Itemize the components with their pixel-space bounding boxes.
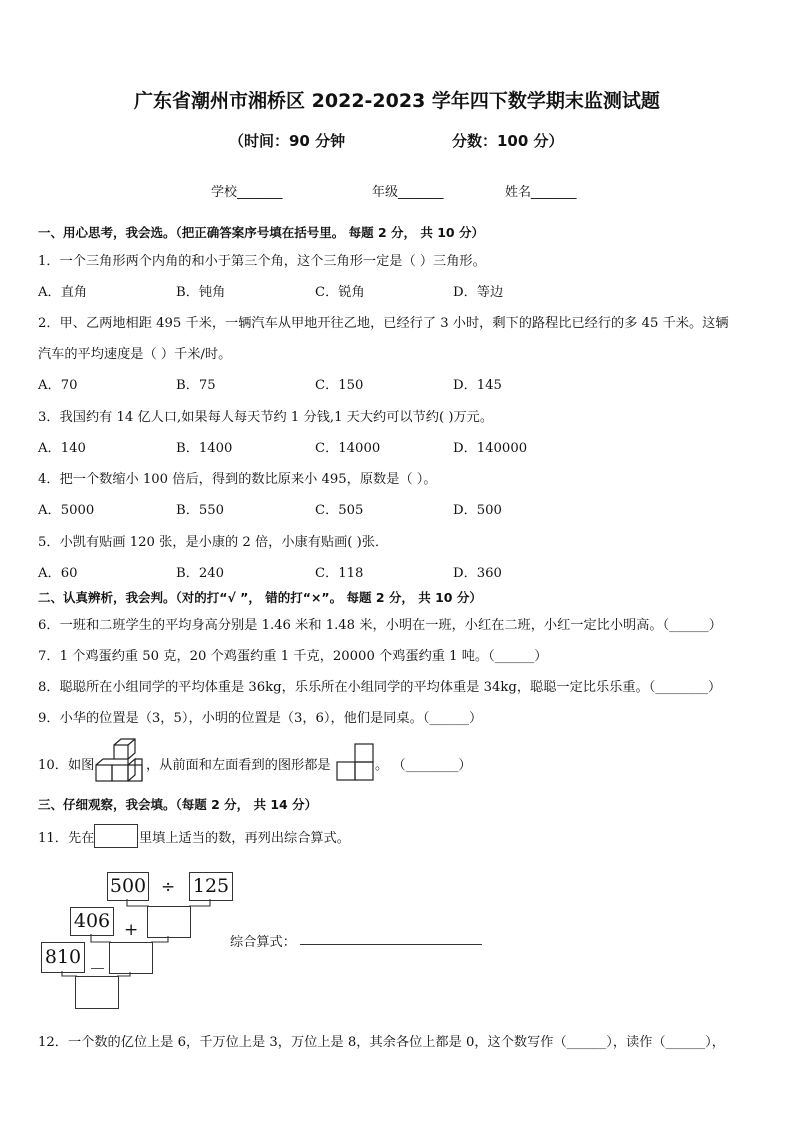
q2-option-b[interactable]: B．75: [176, 378, 216, 393]
q3-option-d[interactable]: D．140000: [453, 441, 528, 456]
number-box-125: 125: [189, 872, 233, 901]
question-1: 1．一个三角形两个内角的和小于第三个角，这个三角形一定是（ ）三角形。: [38, 254, 486, 269]
combined-formula-answer-line[interactable]: [300, 944, 482, 945]
question-8: 8．聪聪所在小组同学的平均体重是 36kg，乐乐所在小组同学的平均体重是 34kg，聪聪一定比乐乐重。（________）: [38, 680, 722, 695]
page-title: 广东省潮州市湘桥区 2022-2023 学年四下数学期末监测试题: [134, 90, 660, 112]
combined-formula-label: 综合算式：: [230, 935, 296, 950]
q5-option-b[interactable]: B．240: [176, 566, 225, 581]
number-box-810: 810: [41, 942, 85, 973]
number-box-406: 406: [70, 907, 114, 936]
number-box-500: 500: [107, 872, 149, 901]
plus-sign: +: [124, 920, 139, 940]
q3-option-c[interactable]: C．14000: [315, 441, 381, 456]
q2-option-d[interactable]: D．145: [453, 378, 502, 393]
q1-option-a[interactable]: A．直角: [38, 285, 88, 300]
question-2-line-2: 汽车的平均速度是（ ）千米/时。: [38, 347, 232, 362]
question-10-middle: ，从前面和左面看到的图形都是: [146, 758, 331, 773]
q4-option-d[interactable]: D．500: [453, 503, 502, 518]
q5-option-d[interactable]: D．360: [453, 566, 502, 581]
q4-option-a[interactable]: A．5000: [38, 503, 95, 518]
exam-score: 分数：100 分）: [452, 132, 564, 150]
question-7: 7．1 个鸡蛋约重 50 克，20 个鸡蛋约重 1 千克，20000 个鸡蛋约重 1 吨。（______）: [38, 649, 548, 664]
q2-option-a[interactable]: A．70: [38, 378, 78, 393]
question-4: 4．把一个数缩小 100 倍后，得到的数比原来小 495，原数是（ ）。: [38, 472, 437, 487]
q2-option-c[interactable]: C．150: [315, 378, 364, 393]
question-9: 9．小华的位置是（3，5），小明的位置是（3，6），他们是同桌。（______）: [38, 711, 483, 726]
section-1-heading: 一、用心思考，我会选。（把正确答案序号填在括号里。 每题 2 分， 共 10 分）: [38, 225, 484, 240]
question-10-prefix: 10．如图: [38, 758, 95, 773]
exam-time: （时间：90 分钟: [229, 132, 346, 150]
question-11-suffix: 里填上适当的数，再列出综合算式。: [139, 831, 350, 846]
question-12: 12．一个数的亿位上是 6，千万位上是 3，万位上是 8，其余各位上都是 0，这个数写作（______），读作（______），: [38, 1035, 725, 1050]
school-field[interactable]: 学校_______: [211, 185, 283, 200]
question-2-line-1: 2．甲、乙两地相距 495 千米，一辆汽车从甲地开往乙地，已经行了 3 小时，剩下的路程比已经行的多 45 千米。这辆: [38, 316, 729, 331]
q1-option-c[interactable]: C．锐角: [315, 285, 365, 300]
grade-field[interactable]: 年级_______: [372, 185, 444, 200]
question-5: 5．小凯有贴画 120 张，是小康的 2 倍，小康有贴画( )张．: [38, 535, 389, 550]
q1-option-b[interactable]: B．钝角: [176, 285, 226, 300]
question-10-suffix: 。 （________）: [375, 758, 472, 773]
q5-option-a[interactable]: A．60: [38, 566, 78, 581]
question-11-prefix: 11．先在: [38, 831, 95, 846]
question-3: 3．我国约有 14 亿人口,如果每人每天节约 1 分钱,1 天大约可以节约( )万元。: [38, 410, 494, 425]
q3-option-a[interactable]: A．140: [38, 441, 86, 456]
q3-option-b[interactable]: B．1400: [176, 441, 233, 456]
divide-sign: ÷: [161, 877, 176, 897]
q4-option-c[interactable]: C．505: [315, 503, 364, 518]
question-6: 6．一班和二班学生的平均身高分别是 1.46 米和 1.48 米，小明在一班，小红在二班，小红一定比小明高。（______）: [38, 618, 722, 633]
minus-sign: －: [89, 960, 106, 980]
q5-option-c[interactable]: C．118: [315, 566, 364, 581]
section-2-heading: 二、认真辨析，我会判。（对的打“√ ”， 错的打“×”。 每题 2 分， 共 10 分）: [38, 590, 482, 605]
name-field[interactable]: 姓名_______: [505, 185, 577, 200]
section-3-heading: 三、仔细观察，我会填。（每题 2 分， 共 14 分）: [38, 797, 318, 812]
q4-option-b[interactable]: B．550: [176, 503, 225, 518]
q1-option-d[interactable]: D．等边: [453, 285, 504, 300]
